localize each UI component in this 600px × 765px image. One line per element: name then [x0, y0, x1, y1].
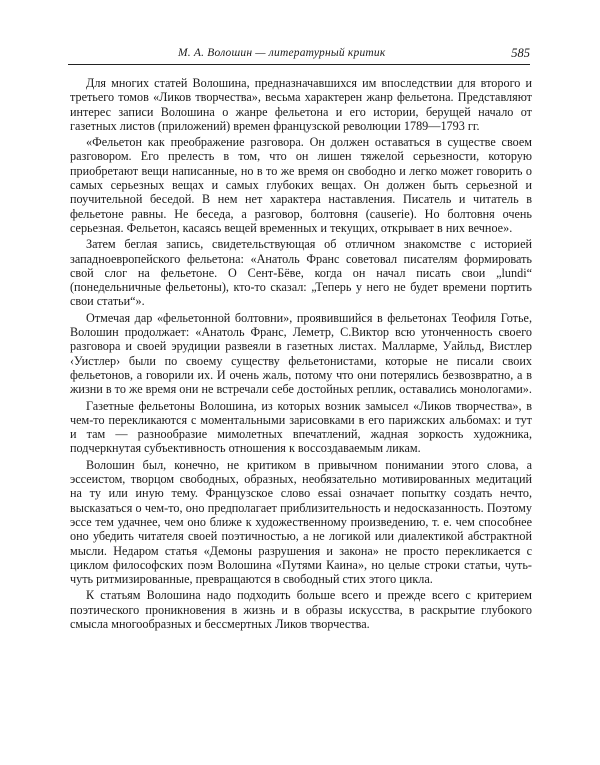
paragraph-essayist: Волошин был, конечно, не критиком в привычном понимании этого слова, а эссеистом, творцом свободных, образных, необязательно мотивированных медитаций на ту или иную тему. Французское слово essai означает попытку создать нечто, высказаться о чем-то, оно предполагает приблизительность и недосказанность. Поэтому эссе тем удачнее, чем оно ближе к художественному произведению, т. е. чем способнее оно убедить читателя своей поэтичностью, а не логикой или диалектикой абстрактной мысли. Недаром статья «Демоны разрушения и закона» не просто перекликается с циклом философских поэм Волошина «Путями Каина», но целые строки статьи, чуть-чуть ритмизированные, превращаются в свободный стих этого цикла.	[70, 457, 532, 587]
paragraph-feuilleton-quote: «Фельетон как преображение разговора. Он должен оставаться в существе своем разговором. Его прелесть в том, что он лишен тяжелой серьезности, которую приобретают вещи написанные, но в то же время он свободно и легко может говорить о самых серьезных вещах и самых глубоких вещах. Он должен быть серьезной и поучительной беседой. В нем нет характера наставления. Писатель и читатель в фельетоне равны. Не беседа, а разговор, болтовня (causerie). Но болтовня очень серьезная. Фельетон, касаясь вещей временных и текущих, открывает в них вечное».	[70, 135, 532, 235]
page-header	[68, 46, 530, 65]
paragraph-newspaper-feuilletons: Газетные фельетоны Волошина, из которых возник замысел «Ликов творчества», в чем-то перекликаются с моментальными зарисовками в его парижских альбомах: и тут и там — разнообразие мимолетных впечатлений, жадная зоркость художника, подчеркнутая субъективность отношения к воссоздаваемым ликам.	[70, 398, 532, 456]
paragraph-feuilleton-genre: Для многих статей Волошина, предназначавшихся им впоследствии для второго и третьего томов «Ликов творчества», весьма характерен жанр фельетона. Представляют интерес записи Волошина о жанре фельетона и его истории, берущей начало от газетных листов (приложений) времен французской революции 1789—1793 гг.	[70, 76, 532, 133]
paragraph-conclusion: К статьям Волошина надо подходить больше всего и прежде всего с критерием поэтического проникновения в жизнь и в образы искусства, в раскрытие глубокого смысла многообразных и бессмертных Ликов творчества.	[70, 588, 532, 631]
running-title: М. А. Волошин — литературный критик	[178, 47, 386, 59]
page-number: 585	[511, 46, 530, 60]
paragraph-gautier: Отмечая дар «фельетонной болтовни», проявившийся в фельетонах Теофиля Готье, Волошин продолжает: «Анатоль Франс, Леметр, С.Виктор всю утонченность своего разговора и своей эрудиции развеяли в газетных листах. Малларме, Уайльд, Вистлер ‹Уистлер› были по своему существу фельетонистами, которые не писали своих фельетонов, а говорили их. И очень жаль, потому что они потерялись безвозвратно, а в жизни в то же время они не встречали себе достойных реплик, оставались монологами».	[70, 310, 532, 397]
body-text	[70, 76, 532, 633]
paragraph-feuilleton-history: Затем беглая запись, свидетельствующая об отличном знакомстве с историей западноевропейского фельетона: «Анатоль Франс советовал писателям формировать свой слог на фельетоне. О Сент-Бёве, когда он начал писать свои „lundi“ (понедельничные фельетоны), кто-то сказал: „Теперь у него не будет времени портить свои статьи“».	[70, 237, 532, 309]
